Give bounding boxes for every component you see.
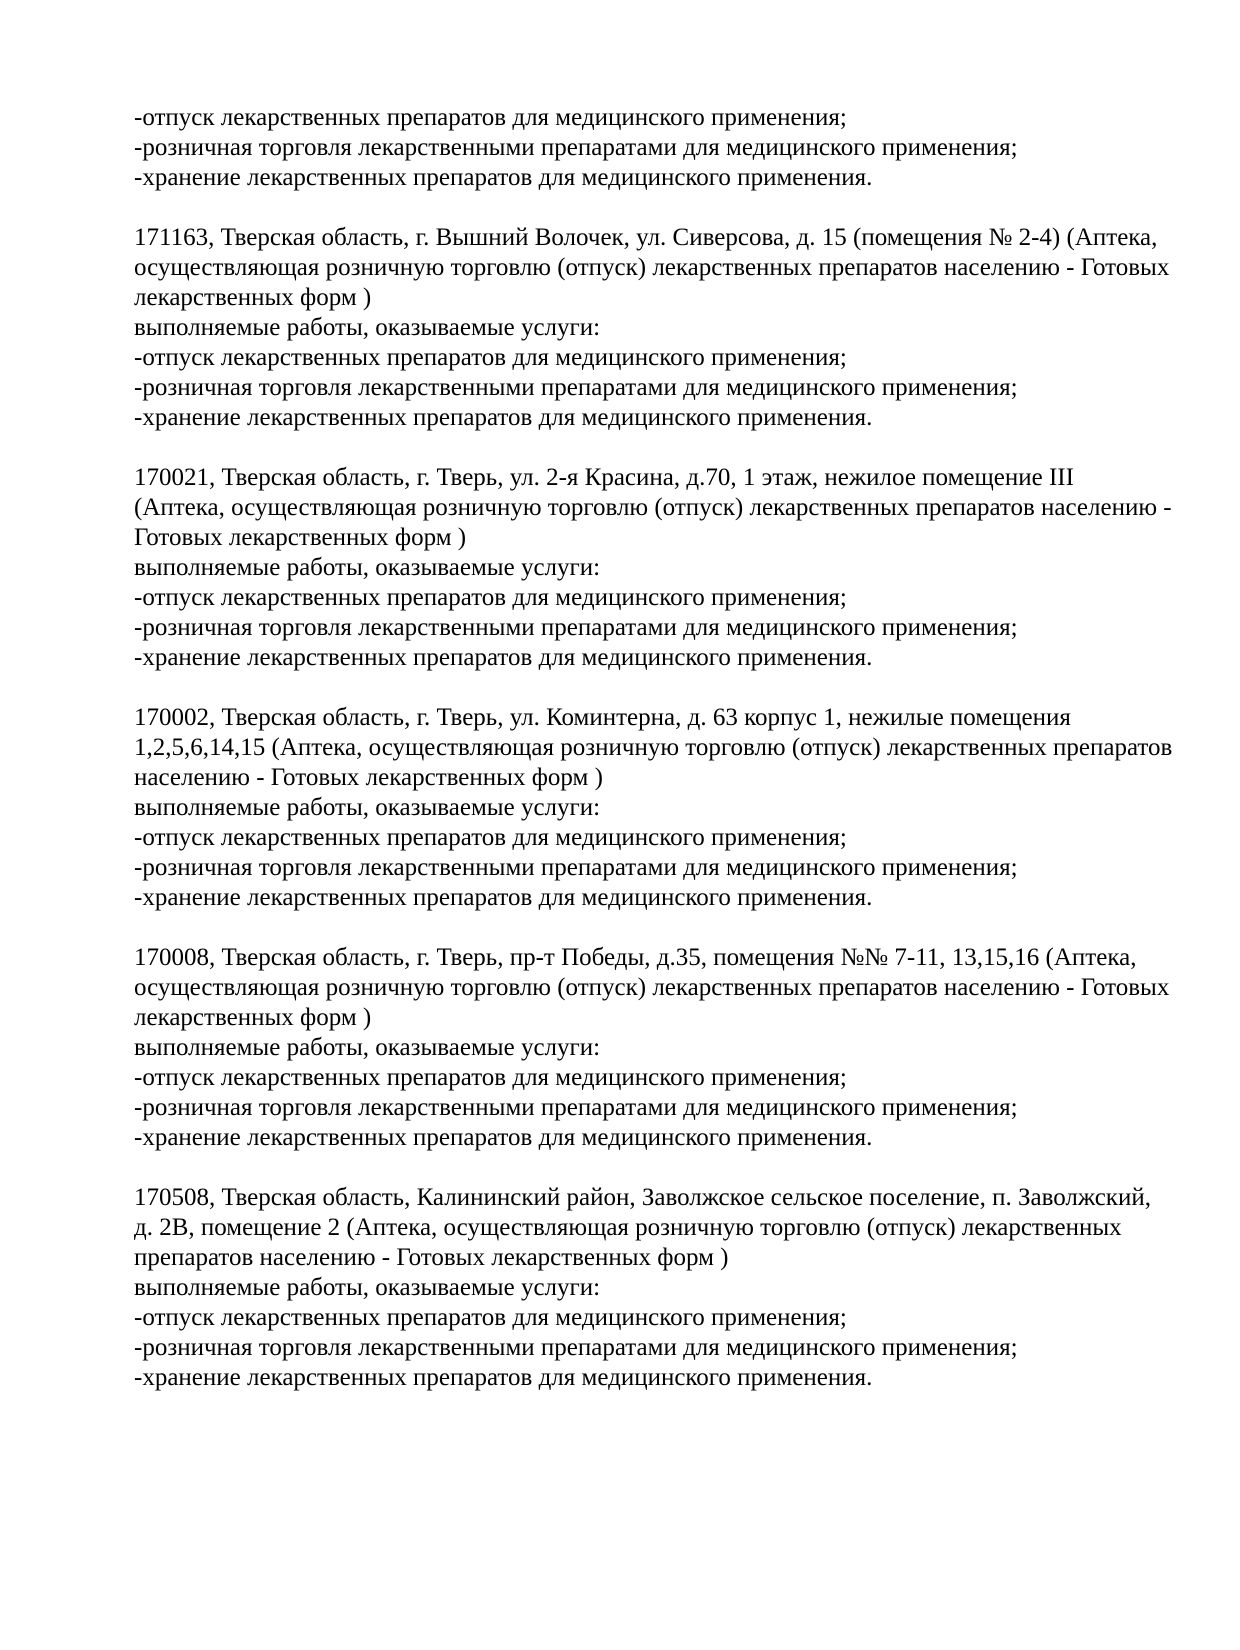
- service-line: -хранение лекарственных препаратов для медицинского применения.: [134, 164, 873, 191]
- entry-address-line: 171163, Тверская область, г. Вышний Волочек, ул. Сиверсова, д. 15 (помещения № 2-4) (Аптека,: [134, 224, 1158, 251]
- entry-address-line: д. 2В, помещение 2 (Аптека, осуществляющая розничную торговлю (отпуск) лекарственных: [134, 1214, 1122, 1241]
- entry-address-line: осуществляющая розничную торговлю (отпуск) лекарственных препаратов населению - Готовых: [134, 974, 1170, 1001]
- works-services-label: выполняемые работы, оказываемые услуги:: [134, 554, 601, 581]
- entry-address-line: (Аптека, осуществляющая розничную торговлю (отпуск) лекарственных препаратов населению -: [134, 494, 1172, 521]
- license-entry: [134, 1183, 1151, 1393]
- license-entries-list: [134, 223, 1173, 1393]
- works-services-label: выполняемые работы, оказываемые услуги:: [134, 794, 601, 821]
- service-line: -хранение лекарственных препаратов для медицинского применения.: [134, 644, 873, 671]
- entry-address-line: 170508, Тверская область, Калининский район, Заволжское сельское поселение, п. Заволжский,: [134, 1184, 1151, 1211]
- service-line: -хранение лекарственных препаратов для медицинского применения.: [134, 404, 873, 431]
- license-entry: [134, 943, 1170, 1153]
- entry-address-line: 170002, Тверская область, г. Тверь, ул. Коминтерна, д. 63 корпус 1, нежилые помещения: [134, 704, 1071, 731]
- works-services-label: выполняемые работы, оказываемые услуги:: [134, 314, 601, 341]
- works-services-label: выполняемые работы, оказываемые услуги:: [134, 1034, 601, 1061]
- service-line: -отпуск лекарственных препаратов для медицинского применения;: [134, 824, 847, 851]
- works-services-label: выполняемые работы, оказываемые услуги:: [134, 1274, 601, 1301]
- entry-address-line: Готовых лекарственных форм ): [134, 524, 467, 551]
- entry-address-line: лекарственных форм ): [134, 1004, 372, 1031]
- service-line: -розничная торговля лекарственными препаратами для медицинского применения;: [134, 1334, 1018, 1361]
- entry-address-line: населению - Готовых лекарственных форм ): [134, 764, 603, 791]
- service-line: -хранение лекарственных препаратов для медицинского применения.: [134, 1124, 873, 1151]
- service-line: -отпуск лекарственных препаратов для медицинского применения;: [134, 344, 847, 371]
- service-line: -хранение лекарственных препаратов для медицинского применения.: [134, 1364, 873, 1391]
- service-line: -отпуск лекарственных препаратов для медицинского применения;: [134, 1304, 847, 1331]
- continuation-services-block: [134, 103, 1140, 193]
- license-document: [134, 103, 1173, 1393]
- service-line: -розничная торговля лекарственными препаратами для медицинского применения;: [134, 854, 1018, 881]
- service-line: -хранение лекарственных препаратов для медицинского применения.: [134, 884, 873, 911]
- license-entry: [134, 703, 1173, 913]
- entry-address-line: препаратов населению - Готовых лекарственных форм ): [134, 1244, 729, 1271]
- service-line: -розничная торговля лекарственными препаратами для медицинского применения;: [134, 134, 1018, 161]
- service-line: -розничная торговля лекарственными препаратами для медицинского применения;: [134, 614, 1018, 641]
- entry-address-line: лекарственных форм ): [134, 284, 372, 311]
- entry-address-line: осуществляющая розничную торговлю (отпуск) лекарственных препаратов населению - Готовых: [134, 254, 1170, 281]
- service-line: -отпуск лекарственных препаратов для медицинского применения;: [134, 104, 847, 131]
- license-entry: [134, 463, 1172, 673]
- license-entry: [134, 223, 1170, 433]
- service-line: -отпуск лекарственных препаратов для медицинского применения;: [134, 1064, 847, 1091]
- service-line: -розничная торговля лекарственными препаратами для медицинского применения;: [134, 374, 1018, 401]
- entry-address-line: 1,2,5,6,14,15 (Аптека, осуществляющая розничную торговлю (отпуск) лекарственных препаратов: [134, 734, 1173, 761]
- entry-address-line: 170008, Тверская область, г. Тверь, пр-т Победы, д.35, помещения №№ 7-11, 13,15,16 (Аптека,: [134, 944, 1137, 971]
- entry-address-line: 170021, Тверская область, г. Тверь, ул. 2-я Красина, д.70, 1 этаж, нежилое помещение III: [134, 464, 1074, 491]
- service-line: -розничная торговля лекарственными препаратами для медицинского применения;: [134, 1094, 1018, 1121]
- service-line: -отпуск лекарственных препаратов для медицинского применения;: [134, 584, 847, 611]
